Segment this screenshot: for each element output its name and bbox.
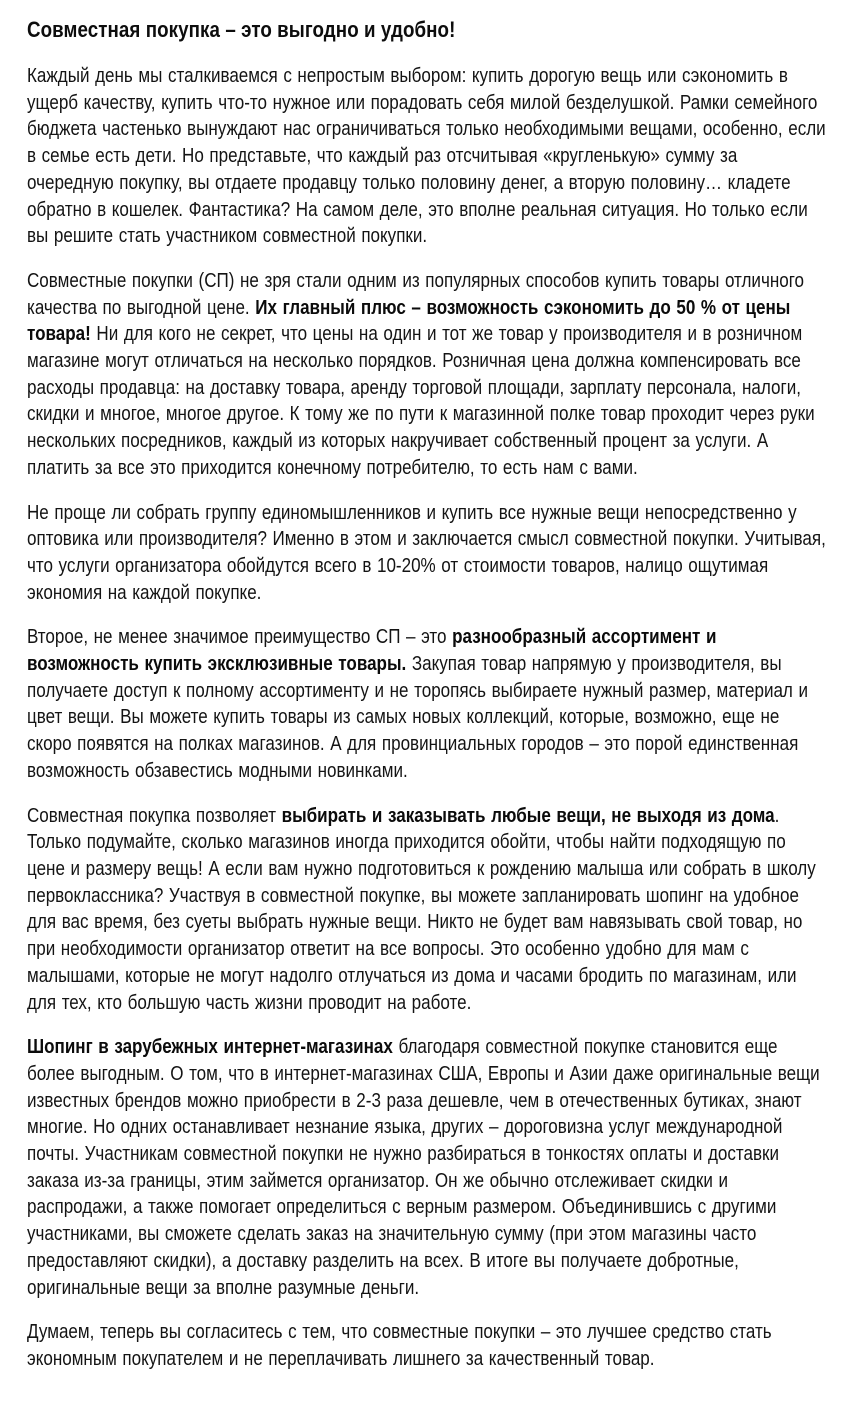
paragraph [27,803,826,1017]
article-body [27,63,826,1373]
bold-text-run: разнообразный ассортимент и возможность купить эксклюзивные товары. [27,626,717,676]
text-run: . Только подумайте, сколько магазинов иногда приходится обойти, чтобы найти подходящую по цене и размеру вещь! А если вам нужно подготовиться к рождению малыша или собрать в школу первоклассника? Участвуя в совместной покупке, вы можете запланировать шопинг на удобное для вас время, без суеты выбрать нужные вещи. Никто не будет вам навязывать свой товар, но при необходимости организатор ответит на все вопросы. Это особенно удобно для мам с малышами, которые не могут надолго отлучаться из дома и часами бродить по магазинам, или для тех, кто большую часть жизни проводит на работе. [27,804,816,1014]
text-run: Каждый день мы сталкиваемся с непростым выбором: купить дорогую вещь или сэкономить в ущерб качеству, купить что-то нужное или порадовать себя милой безделушкой. Рамки семейного бюджета частенько вынуждают нас ограничиваться только необходимыми вещами, особенно, если в семье есть дети. Но представьте, что каждый раз отсчитывая «кругленькую» сумму за очередную покупку, вы отдаете продавцу только половину денег, а вторую половину… кладете обратно в кошелек. Фантастика? На самом деле, это вполне реальная ситуация. Но только если вы решите стать участником совместной покупки. [27,65,826,248]
paragraph [27,63,826,250]
article-title: Совместная покупка – это выгодно и удобно! [27,17,456,42]
text-run: Ни для кого не секрет, что цены на один и тот же товар у производителя и в розничном магазине могут отличаться на несколько порядков. Розничная цена должна компенсировать все расходы продавца: на доставку товара, аренду торговой площади, зарплату персонала, налоги, скидки и многое, многое другое. К тому же по пути к магазинной полке товар проходит через руки нескольких посредников, каждый из которых накручивает собственный процент за услуги. А платить за все это приходится конечному потребителю, то есть нам с вами. [27,323,815,479]
text-run: Совместные покупки (СП) не зря стали одним из популярных способов купить товары отличного качества по выгодной цене. [27,269,805,319]
text-run: Совместная покупка позволяет [27,804,282,827]
paragraph [27,500,826,607]
text-run: Не проще ли собрать группу единомышленников и купить все нужные вещи непосредственно у оптовика или производителя? Именно в этом и заключается смысл совместной покупки. Учитывая, что услуги организатора обойдутся всего в 10-20% от стоимости товаров, налицо ощутимая экономия на каждой покупке. [27,501,826,604]
text-run: Закупая товар напрямую у производителя, вы получаете доступ к полному ассортименту и не торопясь выбираете нужный размер, материал и цвет вещи. Вы можете купить товары из самых новых коллекций, которые, возможно, еще не скоро появятся на полках магазинов. А для провинциальных городов – это порой единственная возможность обзавестись модными новинками. [27,653,808,782]
paragraph [27,268,826,482]
bold-text-run: выбирать и заказывать любые вещи, не выходя из дома [281,804,775,827]
paragraph [27,1034,826,1301]
paragraph [27,1319,826,1372]
text-run: Думаем, теперь вы согласитесь с тем, что совместные покупки – это лучшее средство стать экономным покупателем и не переплачивать лишнего за качественный товар. [27,1321,772,1370]
article-content [27,16,826,1373]
bold-text-run: Их главный плюс – возможность сэкономить до 50 % от цены товара! [27,296,791,346]
text-run: Второе, не менее значимое преимущество СП – это [27,626,453,649]
paragraph [27,624,826,784]
text-run: благодаря совместной покупке становится еще более выгодным. О том, что в интернет-магазинах США, Европы и Азии даже оригинальные вещи известных брендов можно приобрести в 2-3 раза дешевле, чем в отечественных бутиках, знают многие. Но одних останавливает незнание языка, других – дороговизна услуг международной почты. Участникам совместной покупки не нужно разбираться в тонкостях оплаты и доставки заказа из-за границы, этим займется организатор. Он же обычно отслеживает скидки и распродажи, а также помогает определиться с верным размером. Объединившись с другими участниками, вы сможете сделать заказ на значительную сумму (при этом магазины часто предоставляют скидки), а доставку разделить на всех. В итоге вы получаете добротные, оригинальные вещи за вполне разумные деньги. [27,1036,820,1299]
bold-text-run: Шопинг в зарубежных интернет-магазинах [27,1036,393,1059]
